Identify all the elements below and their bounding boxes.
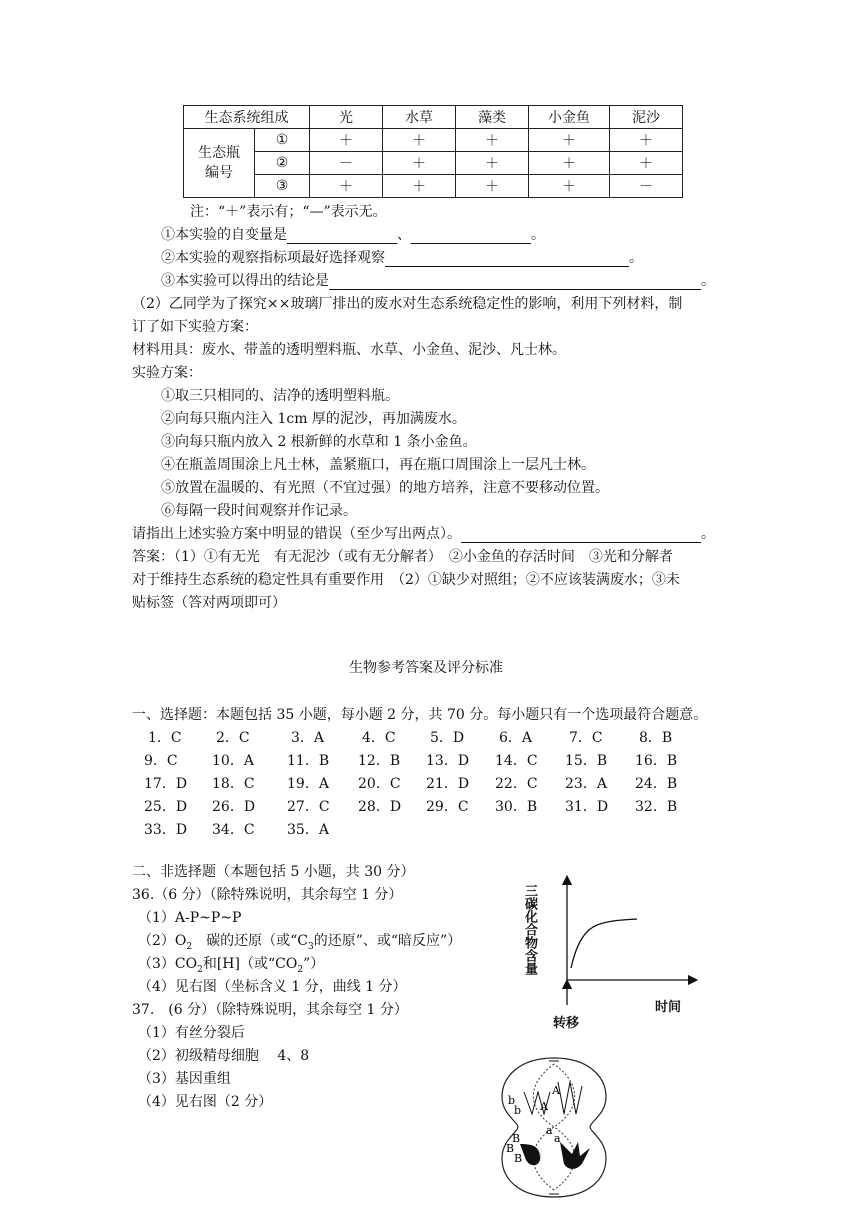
table-cell: ＋ xyxy=(310,175,383,198)
mc-answer: 33．D xyxy=(144,822,188,838)
plan-step: ⑥每隔一段时间观察并作记录。 xyxy=(161,503,357,519)
table-cell: ＋ xyxy=(383,129,456,152)
gene-label: B xyxy=(514,1152,523,1165)
mc-answer: 3．A xyxy=(291,730,325,746)
plan-step: ③向每只瓶内放入 2 根新鲜的水草和 1 条小金鱼。 xyxy=(161,434,477,450)
gene-label: b xyxy=(514,1104,522,1117)
answer-blank xyxy=(411,229,531,244)
section-title: 生物参考答案及评分标准 xyxy=(349,660,503,676)
table-cell: － xyxy=(310,152,383,175)
mc-answer: 13．D xyxy=(426,753,470,769)
gene-label: B xyxy=(512,1132,521,1145)
answer-line: 贴标签（答对两项即可） xyxy=(132,595,286,611)
table-header-cell: 小金鱼 xyxy=(529,106,610,129)
mc-answer: 9．C xyxy=(144,753,178,769)
x-axis-label: 时间 xyxy=(655,1000,682,1015)
plan-step: ①取三只相同的、洁净的透明塑料瓶。 xyxy=(161,388,399,404)
mc-answer: 28．D xyxy=(358,799,402,815)
answer-line: 答案：（1）①有无光 有无泥沙（或有无分解者） ②小金鱼的存活时间 ③光和分解者 xyxy=(132,549,673,565)
q37-answer-3: （3）基因重组 xyxy=(138,1071,231,1087)
mc-answer: 30．B xyxy=(495,799,538,815)
gene-label: A xyxy=(540,1100,548,1113)
answer-blank xyxy=(329,275,701,290)
bottle-id: ① xyxy=(255,129,310,152)
event-label: 转移 xyxy=(553,1016,580,1031)
mc-answer: 8．B xyxy=(639,730,673,746)
mc-answer: 31．D xyxy=(565,799,609,815)
mc-answer: 4．C xyxy=(362,730,396,746)
nonmc-header: 二、非选择题（本题包括 5 小题，共 30 分） xyxy=(132,864,415,880)
mc-answer: 1．C xyxy=(148,730,182,746)
ecosystem-table xyxy=(183,105,683,198)
q36-answer-1: （1）A-P~P~P xyxy=(138,910,242,926)
gene-label: b xyxy=(508,1094,516,1107)
part2-intro: （2）乙同学为了探究××玻璃厂排出的废水对生态系统稳定性的影响，利用下列材料，制 xyxy=(132,296,683,312)
q37-title: 37. (6 分）（除特殊说明，其余每空 1 分） xyxy=(132,1002,408,1018)
answer-line: 对于维持生态系统的稳定性具有重要作用 （2）①缺少对照组；②不应该装满废水；③未 xyxy=(132,572,680,588)
table-cell: ＋ xyxy=(310,129,383,152)
cell-division-diagram xyxy=(494,1052,614,1202)
table-header-cell: 泥沙 xyxy=(610,106,683,129)
mc-answer: 23．A xyxy=(565,776,607,792)
c3-content-graph xyxy=(515,870,705,1040)
answer-blank xyxy=(385,252,629,267)
q37-answer-2: （2）初级精母细胞 4、8 xyxy=(138,1048,310,1064)
plan-step: ⑤放置在温暖的、有光照（不宜过强）的地方培养，注意不要移动位置。 xyxy=(161,480,609,496)
question-2: ②本实验的观察指标项最好选择观察 。 xyxy=(161,250,643,266)
table-cell: ＋ xyxy=(529,175,610,198)
bottle-id: ② xyxy=(255,152,310,175)
answer-blank xyxy=(287,229,397,244)
mc-answer: 20．C xyxy=(358,776,401,792)
table-cell: ＋ xyxy=(529,129,610,152)
mc-answer: 24．B xyxy=(635,776,678,792)
table-cell: － xyxy=(610,175,683,198)
mc-answer: 12．B xyxy=(358,753,401,769)
table-cell: ＋ xyxy=(456,152,529,175)
bottle-id: ③ xyxy=(255,175,310,198)
gene-label: A xyxy=(552,1084,560,1097)
table-note: 注：“＋”表示有；“—”表示无。 xyxy=(190,204,387,220)
plan-title: 实验方案： xyxy=(132,365,202,381)
table-header-cell: 生态系统组成 xyxy=(184,106,310,129)
mc-answer: 17．D xyxy=(144,776,188,792)
y-axis-label: 三碳化合物含量 xyxy=(522,884,537,975)
mc-answer: 11．B xyxy=(287,753,330,769)
mc-answer: 15．B xyxy=(565,753,608,769)
q36-answer-2: $(2)O_2$ 碳的还原（或“$C_3$的还原”、或“暗反应”） xyxy=(138,933,462,952)
gene-label: B xyxy=(506,1142,515,1155)
mc-answer: 7．C xyxy=(569,730,603,746)
table-cell: ＋ xyxy=(456,129,529,152)
mc-answer: 32．B xyxy=(635,799,678,815)
mc-answer: 27．C xyxy=(287,799,330,815)
plan-step: ④在瓶盖周围涂上凡士林，盖紧瓶口，再在瓶口周围涂上一层凡士林。 xyxy=(161,457,595,473)
q37-answer-1: （1）有丝分裂后 xyxy=(138,1025,245,1041)
mc-answer: 6．A xyxy=(499,730,533,746)
mc-answer: 25．D xyxy=(144,799,188,815)
question-1: ①本实验的自变量是 、 。 xyxy=(161,227,545,243)
part2-intro: 订了如下实验方案： xyxy=(132,319,258,335)
table-cell: ＋ xyxy=(383,152,456,175)
answer-blank xyxy=(461,528,701,543)
gene-label: a xyxy=(554,1132,561,1145)
q37-answer-4: （4）见右图（2 分） xyxy=(138,1094,273,1110)
table-cell: ＋ xyxy=(383,175,456,198)
gene-label: a xyxy=(546,1124,553,1137)
table-header-cell: 藻类 xyxy=(456,106,529,129)
q36-answer-3: $(3)CO_2$和[H]（或“$CO_2$”） xyxy=(138,956,325,975)
q36-title: 36.（6 分）（除特殊说明，其余每空 1 分） xyxy=(132,887,403,903)
c3-curve xyxy=(571,919,637,968)
mc-answer: 22．C xyxy=(495,776,538,792)
table-header-cell: 光 xyxy=(310,106,383,129)
chromosome-outline xyxy=(558,1082,582,1114)
mc-header: 一、选择题：本题包括 35 小题，每小题 2 分，共 70 分。每小题只有一个选项最符合题意。 xyxy=(132,707,708,723)
mc-answer: 18．C xyxy=(212,776,255,792)
mc-answer: 21．D xyxy=(426,776,470,792)
mc-answer: 2．C xyxy=(216,730,250,746)
plan-step: ②向每只瓶内注入 1cm 厚的泥沙，再加满废水。 xyxy=(161,411,466,427)
mc-answer: 35．A xyxy=(287,822,329,838)
table-cell: ＋ xyxy=(529,152,610,175)
question-3: ③本实验可以得出的结论是 。 xyxy=(161,273,715,289)
mc-answer: 29．C xyxy=(426,799,469,815)
mc-answer: 10．A xyxy=(212,753,254,769)
chromosome-filled xyxy=(560,1142,590,1169)
mc-answer: 19．A xyxy=(287,776,329,792)
mc-answer: 16．B xyxy=(635,753,678,769)
error-question: 请指出上述实验方案中明显的错误（至少写出两点）。 。 xyxy=(132,526,715,542)
table-header-cell: 水草 xyxy=(383,106,456,129)
row-group-label: 生态瓶 编号 xyxy=(184,129,255,198)
q36-answer-4: （4）见右图（坐标含义 1 分，曲线 1 分） xyxy=(138,979,407,995)
chromosome-filled xyxy=(520,1144,542,1165)
table-cell: ＋ xyxy=(456,175,529,198)
mc-answer: 26．D xyxy=(212,799,256,815)
table-cell: ＋ xyxy=(610,129,683,152)
table-cell: ＋ xyxy=(610,152,683,175)
mc-answer: 34．C xyxy=(212,822,255,838)
materials: 材料用具：废水、带盖的透明塑料瓶、水草、小金鱼、泥沙、凡士林。 xyxy=(132,342,566,358)
mc-answer: 5．D xyxy=(430,730,465,746)
mc-answer: 14．C xyxy=(495,753,538,769)
